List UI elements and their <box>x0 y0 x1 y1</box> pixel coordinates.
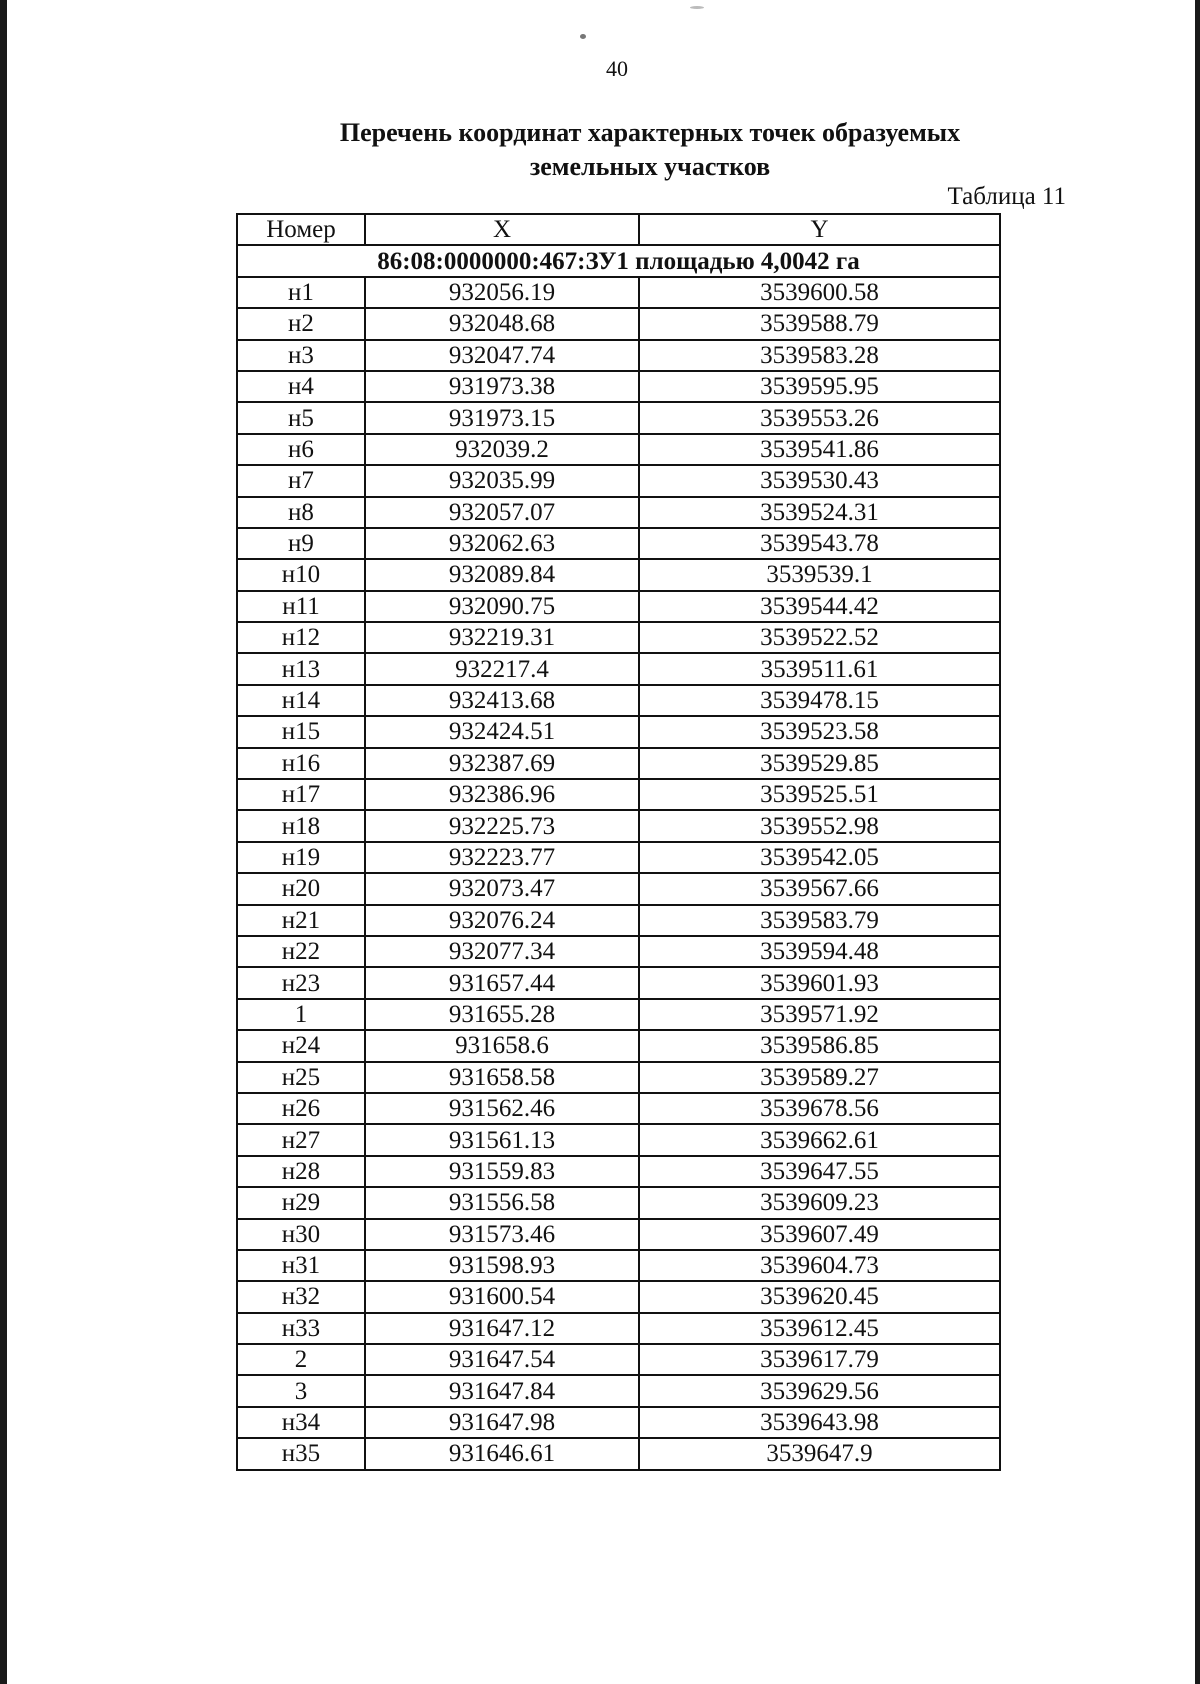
section-row <box>237 245 1000 276</box>
cell-x: 931973.15 <box>365 402 639 433</box>
cell-x: 931658.6 <box>365 1030 639 1061</box>
cell-point-number: н33 <box>237 1313 365 1344</box>
cell-point-number: н3 <box>237 340 365 371</box>
cell-point-number: н8 <box>237 497 365 528</box>
table-row <box>237 1124 1000 1155</box>
cell-y: 3539542.05 <box>639 842 1000 873</box>
cell-x: 931973.38 <box>365 371 639 402</box>
table-row <box>237 685 1000 716</box>
table-row <box>237 465 1000 496</box>
cell-x: 932217.4 <box>365 653 639 684</box>
page-title <box>300 116 1000 184</box>
table-row <box>237 842 1000 873</box>
cell-point-number: 1 <box>237 999 365 1030</box>
table-row <box>237 1438 1000 1469</box>
cell-x: 931573.46 <box>365 1219 639 1250</box>
cell-point-number: н1 <box>237 277 365 308</box>
table-row <box>237 1344 1000 1375</box>
cell-point-number: н6 <box>237 434 365 465</box>
header-x: X <box>365 214 639 245</box>
table-row <box>237 434 1000 465</box>
cell-y: 3539662.61 <box>639 1124 1000 1155</box>
cell-point-number: н11 <box>237 591 365 622</box>
table-row <box>237 1187 1000 1218</box>
cell-y: 3539529.85 <box>639 748 1000 779</box>
scan-speck <box>580 34 586 39</box>
cell-y: 3539544.42 <box>639 591 1000 622</box>
cell-x: 932076.24 <box>365 905 639 936</box>
table-row <box>237 873 1000 904</box>
cell-x: 931658.58 <box>365 1062 639 1093</box>
table-row <box>237 308 1000 339</box>
cell-point-number: н5 <box>237 402 365 433</box>
cell-x: 932056.19 <box>365 277 639 308</box>
cell-x: 932387.69 <box>365 748 639 779</box>
cell-x: 932047.74 <box>365 340 639 371</box>
cell-y: 3539678.56 <box>639 1093 1000 1124</box>
cell-x: 931647.98 <box>365 1407 639 1438</box>
table-row <box>237 936 1000 967</box>
cell-point-number: н13 <box>237 653 365 684</box>
cell-point-number: н9 <box>237 528 365 559</box>
cell-y: 3539647.9 <box>639 1438 1000 1469</box>
cell-point-number: н20 <box>237 873 365 904</box>
coordinates-table <box>236 213 1001 1471</box>
cell-point-number: н21 <box>237 905 365 936</box>
cell-point-number: н19 <box>237 842 365 873</box>
cell-x: 931655.28 <box>365 999 639 1030</box>
cell-point-number: н35 <box>237 1438 365 1469</box>
table-row <box>237 748 1000 779</box>
cell-x: 931561.13 <box>365 1124 639 1155</box>
header-y: Y <box>639 214 1000 245</box>
cell-y: 3539629.56 <box>639 1375 1000 1406</box>
table-row <box>237 402 1000 433</box>
cell-y: 3539583.79 <box>639 905 1000 936</box>
cell-x: 932223.77 <box>365 842 639 873</box>
cell-point-number: н22 <box>237 936 365 967</box>
cell-y: 3539586.85 <box>639 1030 1000 1061</box>
cell-y: 3539530.43 <box>639 465 1000 496</box>
cell-point-number: н2 <box>237 308 365 339</box>
cell-y: 3539609.23 <box>639 1187 1000 1218</box>
cell-point-number: н4 <box>237 371 365 402</box>
cell-x: 932062.63 <box>365 528 639 559</box>
table-row <box>237 967 1000 998</box>
cell-point-number: н10 <box>237 559 365 590</box>
table-row <box>237 1281 1000 1312</box>
table-row <box>237 528 1000 559</box>
table-row <box>237 1030 1000 1061</box>
cell-y: 3539601.93 <box>639 967 1000 998</box>
cell-point-number: н18 <box>237 810 365 841</box>
scan-speck <box>690 6 704 9</box>
cell-y: 3539595.95 <box>639 371 1000 402</box>
table-row <box>237 779 1000 810</box>
table-row <box>237 1375 1000 1406</box>
cell-y: 3539543.78 <box>639 528 1000 559</box>
cell-point-number: н31 <box>237 1250 365 1281</box>
table-row <box>237 340 1000 371</box>
cell-point-number: н28 <box>237 1156 365 1187</box>
table-row <box>237 810 1000 841</box>
section-title: 86:08:0000000:467:ЗУ1 площадью 4,0042 га <box>237 245 1000 276</box>
cell-x: 931647.12 <box>365 1313 639 1344</box>
cell-y: 3539620.45 <box>639 1281 1000 1312</box>
table-row <box>237 371 1000 402</box>
cell-point-number: н24 <box>237 1030 365 1061</box>
table-row <box>237 999 1000 1030</box>
title-line: земельных участков <box>529 152 771 181</box>
table-header-row <box>237 214 1000 245</box>
cell-x: 931647.84 <box>365 1375 639 1406</box>
cell-point-number: 3 <box>237 1375 365 1406</box>
scan-edge-left <box>0 0 7 1684</box>
cell-x: 932039.2 <box>365 434 639 465</box>
cell-x: 932057.07 <box>365 497 639 528</box>
cell-x: 932035.99 <box>365 465 639 496</box>
cell-y: 3539539.1 <box>639 559 1000 590</box>
cell-x: 931556.58 <box>365 1187 639 1218</box>
cell-x: 931600.54 <box>365 1281 639 1312</box>
cell-point-number: н16 <box>237 748 365 779</box>
cell-y: 3539612.45 <box>639 1313 1000 1344</box>
cell-point-number: н23 <box>237 967 365 998</box>
cell-y: 3539604.73 <box>639 1250 1000 1281</box>
cell-point-number: н25 <box>237 1062 365 1093</box>
cell-y: 3539553.26 <box>639 402 1000 433</box>
table-row <box>237 1407 1000 1438</box>
cell-point-number: н30 <box>237 1219 365 1250</box>
cell-x: 932424.51 <box>365 716 639 747</box>
cell-point-number: н34 <box>237 1407 365 1438</box>
cell-x: 932386.96 <box>365 779 639 810</box>
cell-y: 3539511.61 <box>639 653 1000 684</box>
cell-y: 3539525.51 <box>639 779 1000 810</box>
table-row <box>237 277 1000 308</box>
cell-point-number: н15 <box>237 716 365 747</box>
cell-point-number: н17 <box>237 779 365 810</box>
cell-y: 3539567.66 <box>639 873 1000 904</box>
table-caption: Таблица 11 <box>947 183 1066 210</box>
cell-x: 932413.68 <box>365 685 639 716</box>
table-row <box>237 1250 1000 1281</box>
table-row <box>237 591 1000 622</box>
cell-point-number: н29 <box>237 1187 365 1218</box>
cell-x: 931559.83 <box>365 1156 639 1187</box>
cell-y: 3539588.79 <box>639 308 1000 339</box>
cell-point-number: н27 <box>237 1124 365 1155</box>
cell-point-number: н12 <box>237 622 365 653</box>
cell-point-number: н26 <box>237 1093 365 1124</box>
table-row <box>237 653 1000 684</box>
table-row <box>237 1093 1000 1124</box>
cell-y: 3539552.98 <box>639 810 1000 841</box>
cell-x: 931647.54 <box>365 1344 639 1375</box>
cell-y: 3539617.79 <box>639 1344 1000 1375</box>
table-row <box>237 559 1000 590</box>
cell-y: 3539589.27 <box>639 1062 1000 1093</box>
cell-y: 3539647.55 <box>639 1156 1000 1187</box>
cell-x: 932090.75 <box>365 591 639 622</box>
cell-x: 931657.44 <box>365 967 639 998</box>
cell-y: 3539541.86 <box>639 434 1000 465</box>
cell-point-number: н7 <box>237 465 365 496</box>
table-row <box>237 497 1000 528</box>
cell-x: 932077.34 <box>365 936 639 967</box>
cell-x: 932048.68 <box>365 308 639 339</box>
cell-y: 3539523.58 <box>639 716 1000 747</box>
page-number: 40 <box>606 56 628 81</box>
cell-x: 932073.47 <box>365 873 639 904</box>
table-row <box>237 905 1000 936</box>
cell-x: 932089.84 <box>365 559 639 590</box>
table-body <box>237 245 1000 1469</box>
cell-point-number: н32 <box>237 1281 365 1312</box>
cell-x: 932225.73 <box>365 810 639 841</box>
table-row <box>237 1313 1000 1344</box>
cell-y: 3539643.98 <box>639 1407 1000 1438</box>
cell-point-number: 2 <box>237 1344 365 1375</box>
scan-edge-right <box>1195 0 1200 1684</box>
table-row <box>237 1219 1000 1250</box>
cell-x: 931562.46 <box>365 1093 639 1124</box>
table-row <box>237 622 1000 653</box>
cell-y: 3539607.49 <box>639 1219 1000 1250</box>
table-row <box>237 716 1000 747</box>
cell-x: 931646.61 <box>365 1438 639 1469</box>
cell-y: 3539594.48 <box>639 936 1000 967</box>
cell-y: 3539571.92 <box>639 999 1000 1030</box>
header-number: Номер <box>237 214 365 245</box>
cell-y: 3539522.52 <box>639 622 1000 653</box>
cell-y: 3539583.28 <box>639 340 1000 371</box>
cell-x: 932219.31 <box>365 622 639 653</box>
cell-y: 3539524.31 <box>639 497 1000 528</box>
table-row <box>237 1062 1000 1093</box>
cell-point-number: н14 <box>237 685 365 716</box>
title-line: Перечень координат характерных точек образуемых <box>339 118 961 147</box>
table-row <box>237 1156 1000 1187</box>
cell-x: 931598.93 <box>365 1250 639 1281</box>
cell-y: 3539600.58 <box>639 277 1000 308</box>
cell-y: 3539478.15 <box>639 685 1000 716</box>
